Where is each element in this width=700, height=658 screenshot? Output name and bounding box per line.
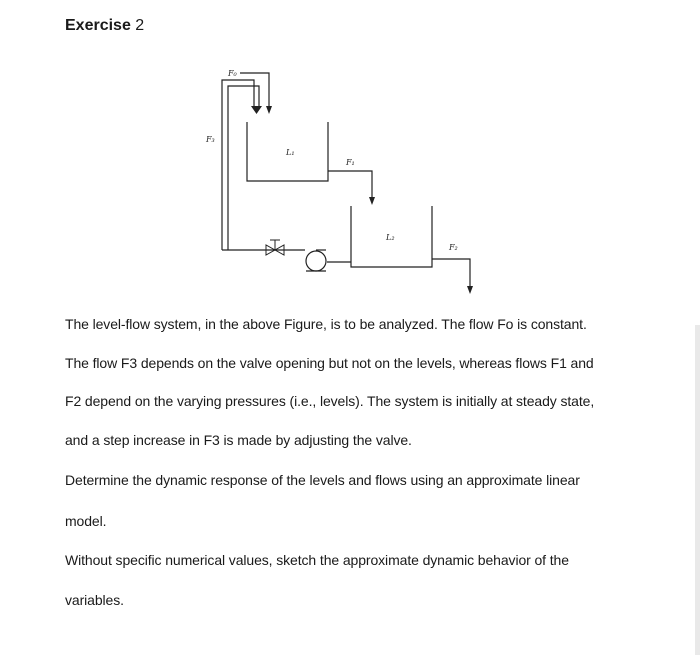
body-line-7: Without specific numerical values, sketch the approximate dynamic behavior of the [65, 552, 569, 568]
f0-arrow [266, 106, 272, 114]
body-line-3: F2 depend on the varying pressures (i.e., levels). The system is initially at steady state, [65, 393, 595, 409]
label-f2: F₂ [449, 243, 458, 252]
f3-recycle-pipe-outer [222, 80, 254, 250]
pump [306, 251, 326, 271]
label-l2: L₂ [386, 233, 395, 242]
label-f3: F₃ [206, 135, 215, 144]
label-l1: L₁ [286, 148, 295, 157]
f2-arrow [467, 286, 473, 294]
exercise-label: Exercise [65, 17, 131, 34]
body-line-2: The flow F3 depends on the valve opening but not on the levels, whereas flows F1 and [65, 355, 594, 371]
f2-pipe [432, 259, 470, 286]
f1-pipe [328, 171, 372, 197]
f1-arrow [369, 197, 375, 205]
label-f1: F₁ [346, 158, 355, 167]
body-line-6: model. [65, 513, 107, 529]
control-valve [266, 240, 284, 255]
body-line-4: and a step increase in F3 is made by adjusting the valve. [65, 432, 412, 448]
exercise-number: 2 [135, 17, 145, 34]
body-line-8: variables. [65, 592, 124, 608]
level-flow-diagram [200, 60, 500, 300]
label-f0: F₀ [228, 69, 237, 78]
exercise-title [65, 17, 144, 35]
f3-arrow [251, 106, 262, 114]
body-line-5: Determine the dynamic response of the levels and flows using an approximate linear [65, 472, 580, 488]
scrollbar[interactable] [695, 325, 700, 655]
body-line-1: The level-flow system, in the above Figure, is to be analyzed. The flow Fo is constant. [65, 316, 587, 332]
